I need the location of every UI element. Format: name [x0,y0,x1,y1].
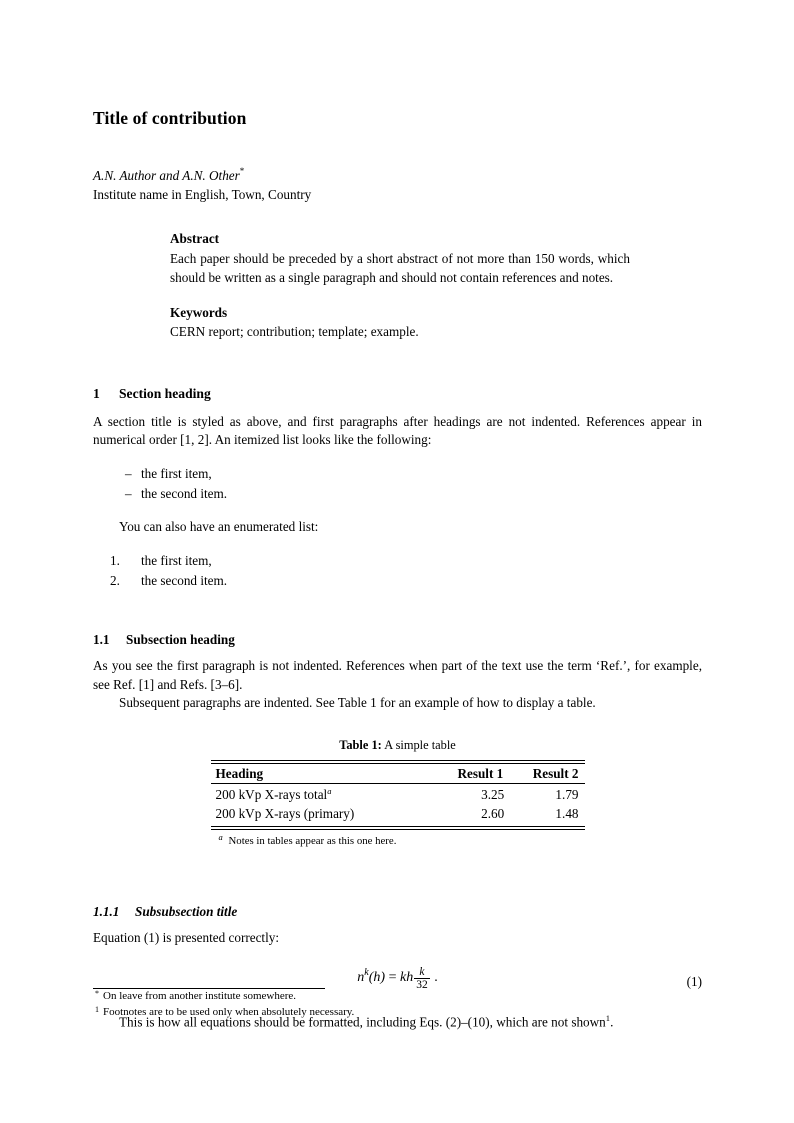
table-col-result2: Result 2 [532,765,579,781]
equation-number: (1) [686,973,702,989]
footnote-text: Footnotes are to be used only when absolutely necessary. [103,1005,355,1018]
table-cell-label [211,784,439,804]
keywords-heading: Keywords [170,304,228,320]
subsubsection-title: Subsubsection title [135,904,238,920]
closing-period: . [610,1014,614,1030]
list-item [93,571,702,591]
footnote-text: On leave from another institute somewhere. [103,990,297,1002]
keywords-block [170,303,630,341]
fraction-denominator: 32 [416,978,428,991]
author-footnote-marker: * [239,166,245,176]
spacer-sec1-para [93,403,702,413]
table-container [211,760,585,848]
subsection-number-1-1: 1.1 [93,631,110,647]
list-item [93,484,702,504]
table-note-text: Notes in tables appear as this one here. [228,835,397,848]
author-names-text: A.N. Author and A.N. Other [93,168,240,183]
table-cell-result2: 1.48 [555,805,579,821]
enumerate-intro-paragraph: You can also have an enumerated list: [119,519,319,535]
keywords-text: CERN report; contribution; template; example. [170,324,419,340]
table-row [211,784,585,804]
list-item [93,464,702,484]
table-block [93,737,702,848]
table-note [211,834,585,848]
spacer-subsec-para [93,648,702,657]
list-marker: 1. [110,552,120,568]
equation-equals-sign: = [388,969,397,985]
table-row [211,804,585,823]
spacer-subsubsec-para [93,920,702,929]
closing-paragraph-text: This is how all equations should be formatted, including Eqs. (2)–(10), which are not shown [119,1014,606,1030]
spacer-after-itemize [93,504,702,518]
table-col-result1: Result 1 [457,765,504,781]
subsection-heading-1-1 [93,631,702,648]
list-item-text: the second item. [141,486,228,502]
table-body [211,784,585,823]
subsection-title-1-1: Subsection heading [126,631,235,647]
equation-rhs-coefficient: kh [399,969,414,985]
footnote-area [93,988,702,1020]
author-block [93,165,702,204]
subsection-paragraph-2: Subsequent paragraphs are indented. See Table 1 for an example of how to display a table. [119,695,596,711]
table-cell-result2: 1.79 [555,786,579,802]
list-item-text: the first item, [141,552,212,568]
section-number-1: 1 [93,386,100,402]
author-names [93,165,702,186]
table-note-marker: a [218,832,223,843]
page-content [93,0,702,1032]
equation-lhs-superscript: k [364,966,369,978]
spacer-before-itemize [93,450,702,464]
list-marker: – [125,466,132,482]
table-cell-label-text: 200 kVp X-rays total [215,786,328,802]
simple-table [211,764,585,783]
list-item [93,551,702,571]
spacer-before-enumerate [93,537,702,551]
closing-footnote-marker: 1 [605,1012,611,1023]
spacer-before-subsection [93,591,702,631]
page-title: Title of contribution [93,108,247,128]
footnote-marker: 1 [95,1004,99,1014]
subsubsection-number: 1.1.1 [93,904,120,920]
table-caption [93,737,702,753]
abstract-text: Each paper should be preceded by a short abstract of not more than 150 words, which should be written as a single paragraph and should not contain references and notes. [170,250,630,285]
footnote-one [93,1005,702,1021]
simple-table-body [211,784,585,823]
subsection-paragraph-1: As you see the first paragraph is not indented. References when part of the text use the term ‘Ref.’, for example, see Ref. [1] and Refs. [3–6]. [93,658,702,692]
section1-paragraph: A section title is styled as above, and first paragraphs after headings are not indented. References appear in numerical order [1, 2]. An itemized list looks like the following: [93,413,702,448]
table-caption-label: Table 1: [339,737,382,752]
subsubsection-paragraph: Equation (1) is presented correctly: [93,930,280,946]
list-marker: – [125,486,132,502]
equation-lhs-base: n [357,969,365,985]
fraction-numerator: k [419,965,425,978]
list-marker: 2. [110,572,120,588]
table-cell-result1: 2.60 [481,805,505,821]
table-cell-label: 200 kVp X-rays (primary) [215,805,355,821]
table-caption-text: A simple table [384,737,456,752]
itemized-list [93,464,702,504]
section-title-1: Section heading [119,386,211,402]
section-heading-1 [93,385,702,403]
equation-trailing-punctuation: . [434,969,438,985]
subsubsection-heading-1-1-1 [93,903,702,920]
table-bottom-rule-outer [211,829,585,830]
enumerated-list [93,551,702,591]
table-note-reference: a [327,785,332,796]
list-item-text: the first item, [141,466,212,482]
spacer-before-subsubsection [93,848,702,903]
footnote-marker: * [95,989,99,998]
table-header-row [211,764,585,783]
abstract-block [170,229,630,341]
list-item-text: the second item. [141,572,228,588]
table-cell-result1: 3.25 [481,786,505,802]
institute-line: Institute name in English, Town, Country [93,186,312,202]
spacer-before-section1 [93,341,702,385]
table-head [211,764,585,783]
footnote-asterisk [93,989,702,1005]
equation-lhs-argument: (h) [368,969,386,985]
table-col-heading: Heading [215,765,264,781]
abstract-heading: Abstract [170,231,220,247]
